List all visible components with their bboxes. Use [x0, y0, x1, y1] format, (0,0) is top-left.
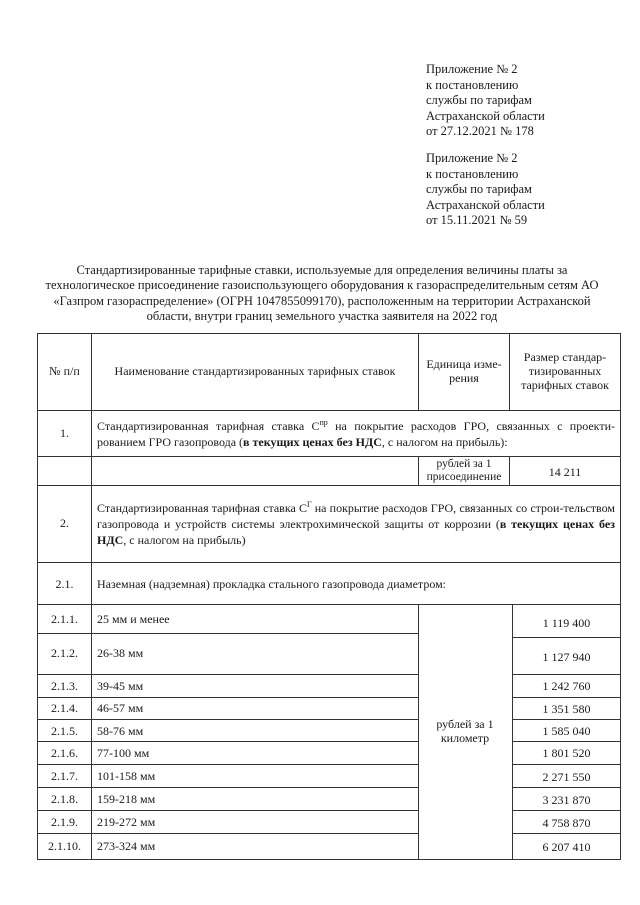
- row-num: 2.1.1.: [51, 612, 78, 626]
- subsection-2-1-num: 2.1.: [55, 577, 74, 591]
- text-part: в текущих ценах без НДС: [97, 517, 616, 547]
- row-diameter: 25 мм и менее: [97, 612, 170, 626]
- table-border: [512, 787, 621, 788]
- table-border: [620, 333, 621, 860]
- table-border: [512, 637, 621, 638]
- table-border: [37, 787, 419, 788]
- appendix-line: Астраханской области: [426, 197, 545, 212]
- row-diameter: 46-57 мм: [97, 701, 144, 715]
- table-border: [418, 456, 419, 486]
- table-border: [512, 741, 621, 742]
- row-value: 1 119 400: [542, 616, 591, 630]
- table-border: [37, 833, 419, 834]
- table-border: [509, 333, 510, 411]
- row-value: 1 351 580: [542, 702, 591, 716]
- appendix-header-current: [426, 62, 626, 140]
- header-name: Наименование стандартизированных тарифных ставок: [114, 364, 396, 378]
- table-border: [37, 333, 621, 334]
- row-value: 1 585 040: [542, 724, 591, 738]
- table-border: [37, 764, 419, 765]
- table-border: [512, 674, 621, 675]
- appendix-line: к постановлению: [426, 166, 519, 181]
- appendix-line: от 27.12.2021 № 178: [426, 124, 534, 138]
- text-part: , с налогом на прибыль):: [381, 435, 508, 449]
- row-value: 1 801 520: [542, 746, 591, 760]
- text-part: Стандартизированная тарифная ставка С: [97, 419, 320, 433]
- row-value: 4 758 870: [542, 816, 591, 830]
- row-value: 1 242 760: [542, 679, 591, 693]
- appendix-line: службы по тарифам: [426, 93, 532, 107]
- title-line: «Газпром газораспределение» (ОГРН 1047855099170), расположенным на территории Астраханской: [53, 293, 591, 308]
- row-num: 2.1.10.: [48, 839, 81, 853]
- table-border: [512, 764, 621, 765]
- row-num: 2.1.8.: [51, 792, 78, 806]
- title-line: Стандартизированные тарифные ставки, используемые для определения величины платы за: [76, 263, 568, 277]
- appendix-line: от 15.11.2021 № 59: [426, 213, 528, 227]
- table-border: [37, 485, 621, 486]
- row-diameter: 77-100 мм: [97, 746, 150, 760]
- unit-per-km: рублей за 1 километр: [436, 717, 494, 745]
- table-border: [37, 604, 621, 605]
- row-diameter: 273-324 мм: [97, 839, 156, 853]
- title-line: технологическое присоединение газоиспользующего оборудования к газораспределительным сетям АО: [45, 278, 599, 293]
- section-2-description: [97, 500, 615, 548]
- text-part: в текущих ценах без НДС: [243, 435, 382, 449]
- row-diameter: 219-272 мм: [97, 815, 156, 829]
- row-num: 2.1.5.: [51, 724, 78, 738]
- table-border: [418, 605, 419, 860]
- title-line: области, внутри границ земельного участка заявителя на 2022 год: [146, 308, 498, 323]
- row-diameter: 101-158 мм: [97, 769, 156, 783]
- row-num: 2.1.4.: [51, 701, 78, 715]
- table-border: [37, 741, 419, 742]
- text-part: на покрытие расходов ГРО, связанных с проекти-рованием ГРО газопровода (: [97, 419, 616, 449]
- section-1-description: [97, 418, 615, 450]
- table-border: [37, 674, 419, 675]
- section-1-unit: рублей за 1 присоединение: [426, 458, 502, 483]
- header-unit: Единица изме-рения: [426, 357, 502, 385]
- section-2-num: 2.: [60, 516, 69, 530]
- header-size: Размер стандар-тизированных тарифных ставок: [521, 350, 609, 392]
- row-num: 2.1.9.: [51, 815, 78, 829]
- text-part: , с налогом на прибыль): [123, 533, 246, 547]
- appendix-line: Астраханской области: [426, 108, 545, 123]
- row-diameter: 58-76 мм: [97, 724, 144, 738]
- table-border: [37, 633, 419, 634]
- appendix-line: Приложение № 2: [426, 151, 518, 165]
- row-value: 2 271 550: [542, 770, 591, 784]
- document-title: [30, 263, 614, 324]
- subsection-2-1-description: Наземная (надземная) прокладка стального газопровода диаметром:: [97, 577, 447, 591]
- row-value: 6 207 410: [542, 840, 591, 854]
- text-part: Г: [306, 500, 312, 509]
- row-num: 2.1.7.: [51, 769, 78, 783]
- header-num: № п/п: [49, 364, 80, 378]
- table-border: [37, 697, 419, 698]
- appendix-line: к постановлению: [426, 77, 519, 92]
- row-diameter: 159-218 мм: [97, 792, 156, 806]
- table-border: [37, 859, 621, 860]
- row-diameter: 39-45 мм: [97, 679, 144, 693]
- section-1-num: 1.: [60, 426, 69, 440]
- table-border: [37, 410, 621, 411]
- text-part: Стандартизированная тарифная ставка С: [97, 501, 307, 515]
- table-border: [512, 810, 621, 811]
- table-border: [37, 456, 621, 457]
- table-border: [512, 719, 621, 720]
- row-value: 3 231 870: [542, 793, 591, 807]
- row-value: 1 127 940: [542, 650, 591, 664]
- appendix-header-original: [426, 151, 626, 229]
- text-part: пр: [319, 418, 328, 427]
- table-border: [91, 333, 92, 860]
- table-border: [37, 562, 621, 563]
- table-border: [418, 333, 419, 411]
- text-part: на покрытие расходов ГРО, связанных со строи-тельством газопровода и устройств системы электрохимической защиты от коррозии (: [97, 501, 615, 531]
- section-1-value: 14 211: [548, 465, 582, 479]
- table-border: [512, 833, 621, 834]
- row-num: 2.1.2.: [51, 646, 78, 660]
- row-num: 2.1.6.: [51, 746, 78, 760]
- appendix-line: службы по тарифам: [426, 182, 532, 196]
- row-diameter: 26-38 мм: [97, 646, 144, 660]
- row-num: 2.1.3.: [51, 679, 78, 693]
- appendix-line: Приложение № 2: [426, 62, 518, 76]
- table-border: [37, 719, 419, 720]
- table-border: [37, 810, 419, 811]
- table-border: [512, 697, 621, 698]
